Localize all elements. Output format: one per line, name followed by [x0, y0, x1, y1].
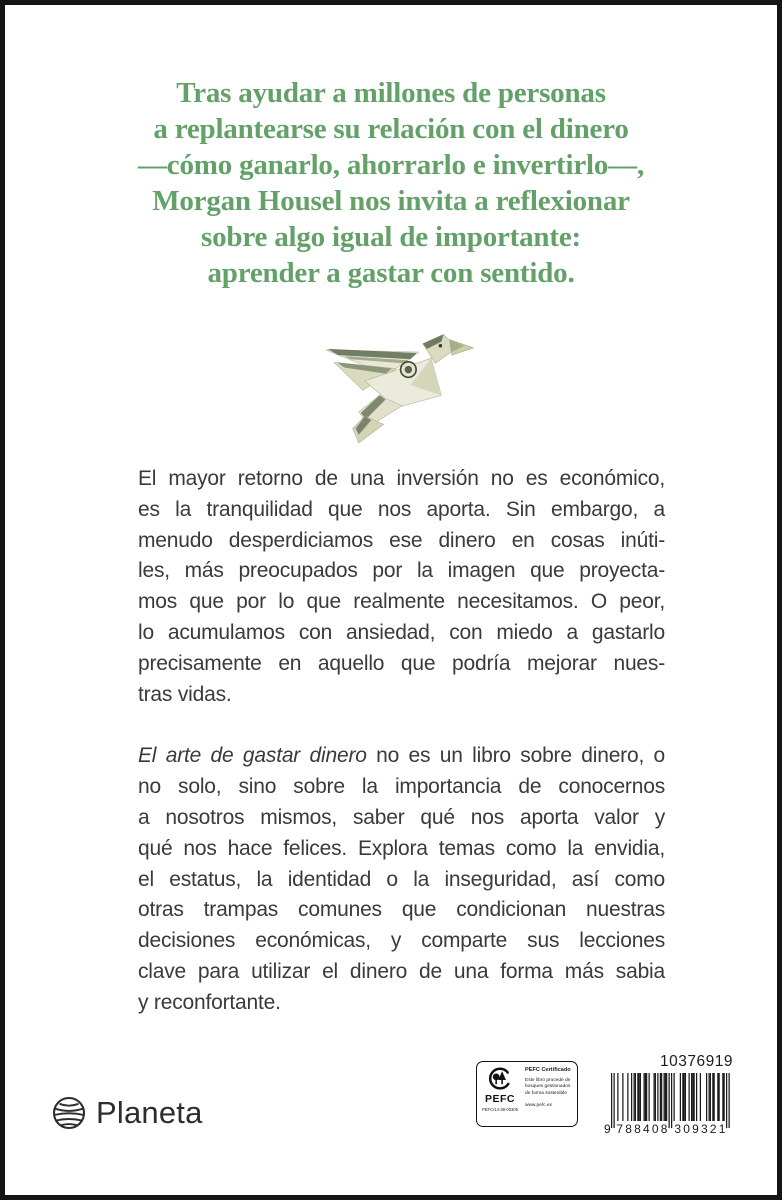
- pefc-logo-column: [477, 1062, 523, 1126]
- body-line: no solo, sino sobre la importancia de conocernos: [138, 775, 665, 799]
- body-line: el estatus, la identidad o la inseguridad, así como: [138, 867, 665, 891]
- paragraph-gap: [138, 710, 665, 741]
- body-line: menudo desperdiciamos ese dinero en cosas inúti-: [138, 528, 665, 552]
- pefc-title: PEFC Certificado: [525, 1067, 571, 1073]
- back-cover-copy: [138, 464, 665, 1019]
- body-line: es la tranquilidad que nos aporta. Sin embargo, a: [138, 497, 665, 521]
- headline-line: Morgan Housel nos invita a reflexionar: [152, 185, 630, 217]
- pefc-wordmark: PEFC: [484, 1093, 515, 1105]
- body-line: lo acumulamos con ansiedad, con miedo a gastarlo: [138, 620, 665, 644]
- planeta-globe-icon: [51, 1095, 87, 1131]
- headline-line: Tras ayudar a millones de personas: [176, 77, 606, 109]
- headline-line: aprender a gastar con sentido.: [207, 257, 575, 289]
- body-line: [138, 741, 665, 772]
- body-line: tras vidas.: [138, 682, 232, 706]
- body-line: clave para utilizar el dinero de una forma más sabia: [138, 959, 665, 983]
- origami-dollar-bird-image: [317, 321, 477, 445]
- body-line: a nosotros mismos, saber qué nos aporta valor y: [138, 805, 665, 829]
- pefc-text-column: [523, 1062, 577, 1126]
- body-line-rest: no es un libro sobre dinero, o: [366, 744, 665, 768]
- body-line: les, más preocupados por la imagen que proyecta-: [138, 559, 665, 583]
- body-line: mos que por lo que realmente necesitamos. O peor,: [138, 590, 665, 614]
- pefc-certification-box: [476, 1061, 578, 1127]
- pefc-url: www.pefc.es: [525, 1103, 552, 1109]
- headline-blurb: [45, 75, 737, 291]
- pefc-claim-line: bosques gestionados: [525, 1084, 571, 1090]
- barcode-digit-prefix: 9: [604, 1122, 611, 1135]
- body-line: El mayor retorno de una inversión no es económico,: [138, 467, 665, 490]
- ean13-barcode: [603, 1073, 735, 1135]
- product-number: 10376919: [660, 1053, 733, 1070]
- publisher-logo: [51, 1095, 203, 1131]
- body-line: otras trampas comunes que condicionan nuestras: [138, 898, 665, 922]
- barcode-digits-right: 309321: [674, 1122, 728, 1135]
- pefc-claim-line: Este libro procede de: [525, 1078, 571, 1083]
- headline-line: —cómo ganarlo, ahorrarlo e invertirlo—,: [137, 149, 645, 181]
- body-line: decisiones económicas, y comparte sus lecciones: [138, 929, 665, 953]
- publisher-name: Planeta: [96, 1095, 203, 1130]
- headline-line: a replantearse su relación con el dinero: [153, 113, 629, 145]
- pefc-claim-line: de forma sostenible: [525, 1090, 567, 1096]
- barcode-digits-left: 788408: [616, 1122, 670, 1135]
- book-title-italic: El arte de gastar dinero: [138, 744, 367, 768]
- body-line: qué nos hace felices. Explora temas como la envidia,: [138, 836, 665, 860]
- pefc-logo-icon: [486, 1066, 514, 1094]
- body-line: y reconfortante.: [138, 990, 281, 1014]
- pefc-license-code: PEFC/14-38-00305: [481, 1107, 519, 1112]
- origami-bird-svg: [317, 321, 477, 445]
- body-line: precisamente en aquello que podría mejorar nues-: [138, 651, 665, 675]
- headline-line: sobre algo igual de importante:: [201, 221, 581, 253]
- barcode-block: [603, 1053, 735, 1135]
